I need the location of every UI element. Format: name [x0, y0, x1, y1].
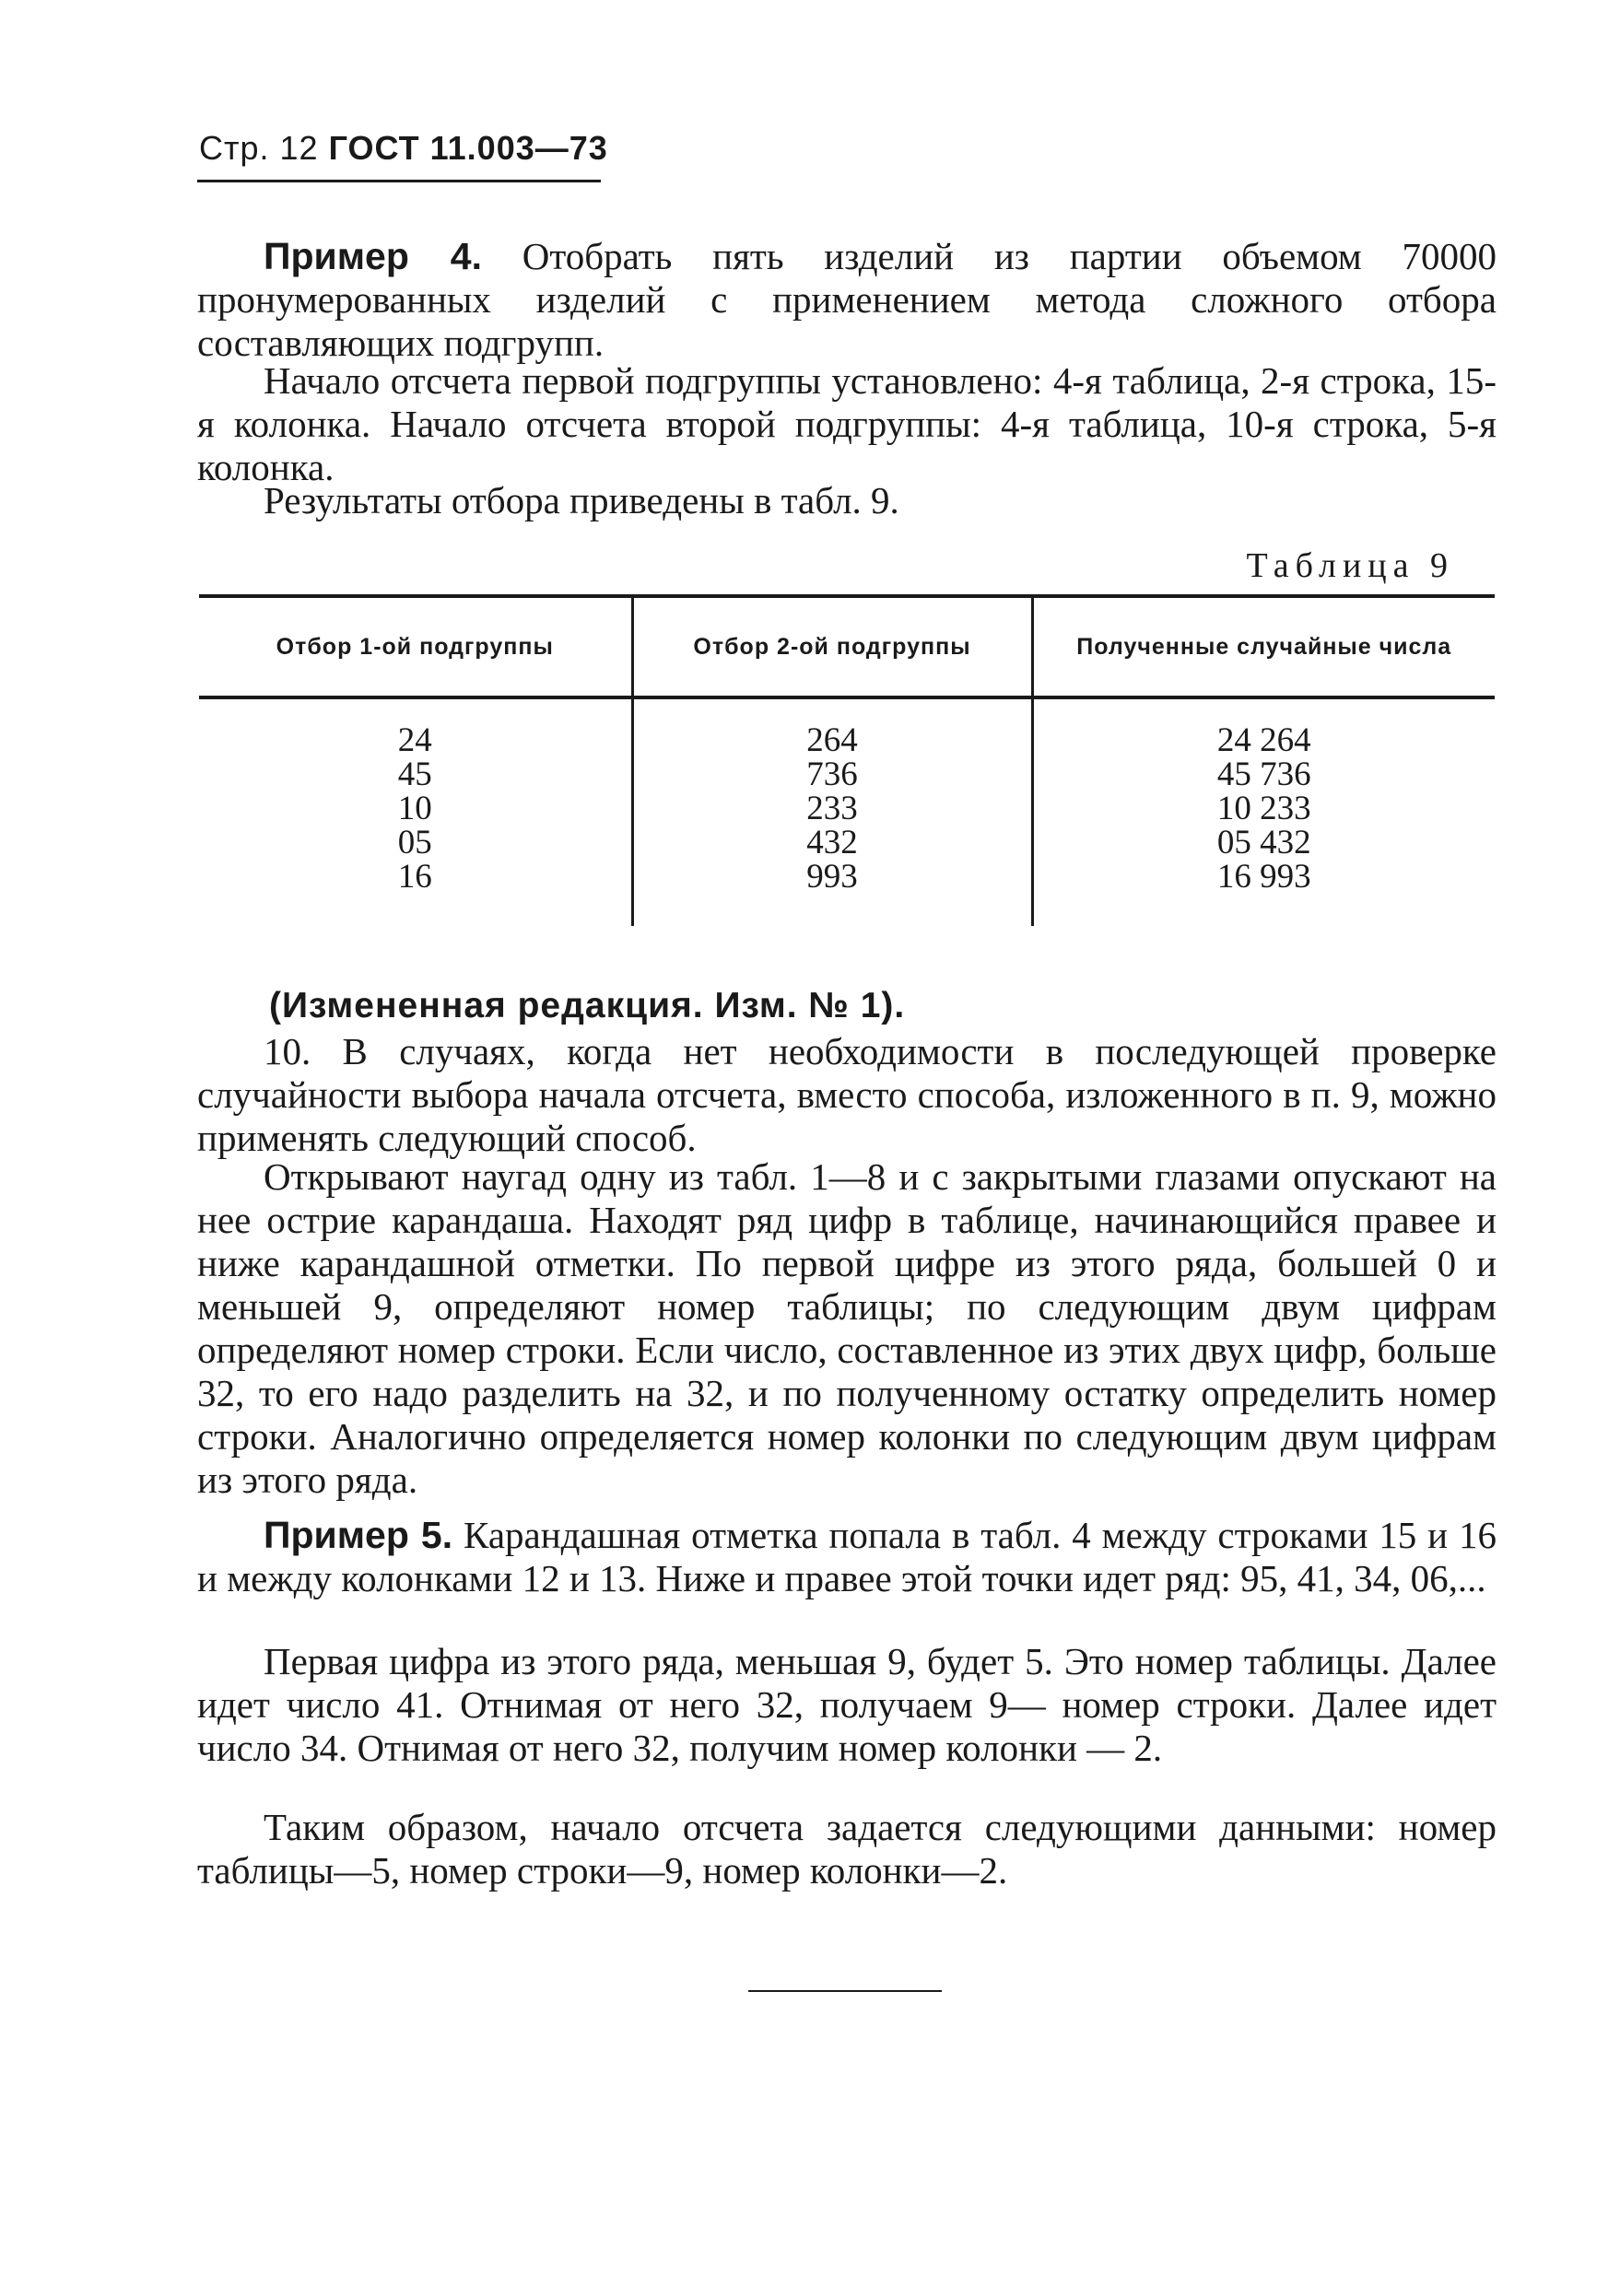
example5-conclusion-paragraph: Таким образом, начало отсчета задается следующими данными: номер таблицы—5, номер строки—9, номер колонки—2. — [197, 1806, 1497, 1892]
table-cell: 736 — [806, 756, 858, 793]
example4-start-paragraph: Начало отсчета первой подгруппы установлено: 4-я таблица, 2-я строка, 15-я колонка. Начало отсчета второй подгруппы: 4-я таблица, 10-я строка, 5-я колонка. — [197, 359, 1497, 488]
table-cell: 432 — [806, 824, 858, 861]
example4-text: Отобрать пять изделий из партии объемом 70000 пронумерованных изделий с применением метода сложного отбора составляющих подгрупп. — [197, 235, 1497, 364]
example4-lead: Пример 4. — [264, 235, 482, 277]
page-header — [199, 129, 608, 168]
section10-procedure-paragraph: Открывают наугад одну из табл. 1—8 и с закрытыми глазами опускают на нее острие карандаша. Находят ряд цифр в таблице, начинающийся правее и ниже карандашной отметки. По первой цифре из этого ряда, большей 0 и меньшей 9, определяют номер таблицы; по следующим двум цифрам определяют номер строки. Если число, составленное из этих двух цифр, больше 32, то его надо разделить на 32, и по полученному остатку определить номер строки. Аналогично определяется номер колонки по следующим двум цифрам из этого ряда. — [197, 1155, 1497, 1501]
table-cell: 16 993 — [1216, 858, 1311, 896]
example5-result-paragraph: Первая цифра из этого ряда, меньшая 9, будет 5. Это номер таблицы. Далее идет число 41. Отнимая от него 32, получаем 9— номер строки. Далее идет число 34. Отнимая от него 32, получим номер колонки — 2. — [197, 1640, 1497, 1769]
section10-paragraph: 10. В случаях, когда нет необходимости в последующей проверке случайности выбора начала отсчета, вместо способа, изложенного в п. 9, можно применять следующий способ. — [197, 1030, 1497, 1159]
example5-text: Карандашная отметка попала в табл. 4 между строками 15 и 16 и между колонками 12 и 13. Ниже и правее этой точки идет ряд: 95, 41, 34, 06,... — [197, 1514, 1497, 1599]
table-cell: 264 — [806, 721, 858, 759]
standard-code: ГОСТ 11.003—73 — [328, 129, 608, 167]
table-cell: 10 — [397, 790, 432, 827]
table-cell: 24 264 — [1216, 721, 1311, 759]
example5-lead: Пример 5. — [264, 1514, 453, 1556]
column-header: Полученные случайные числа — [1032, 596, 1495, 697]
table-cell: 05 432 — [1216, 824, 1311, 861]
table-cell: 16 — [397, 858, 432, 896]
end-rule — [748, 1990, 942, 1992]
table-9 — [199, 594, 1495, 926]
column-header: Отбор 1-ой подгруппы — [199, 596, 632, 697]
table-cell: 45 736 — [1216, 756, 1311, 793]
amendment-note: (Измененная редакция. Изм. № 1). — [269, 986, 906, 1025]
column-second-subgroup — [632, 697, 1032, 926]
table-cell: 10 233 — [1216, 790, 1311, 827]
table-cell: 24 — [397, 721, 432, 759]
table-body — [199, 697, 1495, 926]
column-first-subgroup — [199, 697, 632, 926]
table-cell: 233 — [806, 790, 858, 827]
column-random-numbers — [1032, 697, 1495, 926]
table-cell: 05 — [397, 824, 432, 861]
example4-paragraph — [197, 235, 1497, 365]
column-header: Отбор 2-ой подгруппы — [632, 596, 1032, 697]
table-cell: 993 — [806, 858, 858, 896]
table-header-row — [199, 596, 1495, 697]
example4-results-paragraph: Результаты отбора приведены в табл. 9. — [264, 479, 899, 521]
page-number: Стр. 12 — [199, 129, 319, 167]
header-rule — [197, 180, 601, 182]
table-caption: Таблица 9 — [1246, 546, 1454, 585]
table-cell: 45 — [397, 756, 432, 793]
example5-paragraph — [197, 1514, 1497, 1600]
